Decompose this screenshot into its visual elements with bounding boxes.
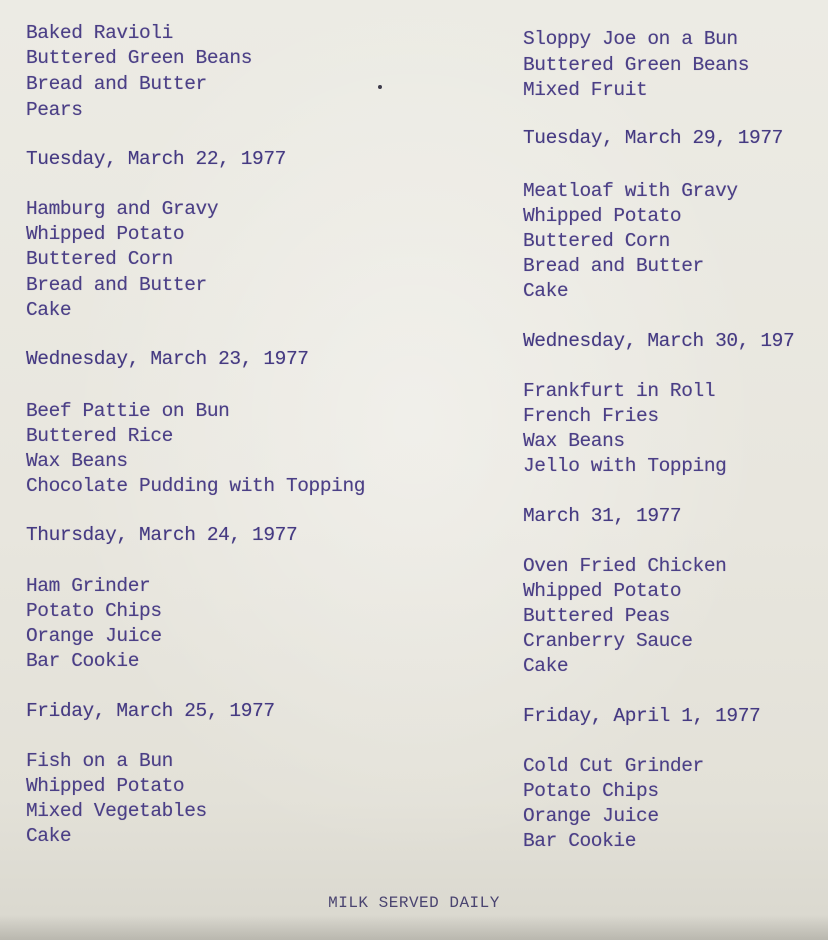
- menu-item: Whipped Potato: [26, 223, 185, 245]
- paper-speck: [378, 85, 382, 89]
- menu-item: Whipped Potato: [523, 580, 682, 602]
- menu-item: Buttered Peas: [523, 605, 670, 627]
- menu-item: Potato Chips: [26, 600, 162, 622]
- menu-item: Buttered Green Beans: [26, 47, 253, 69]
- menu-item: Whipped Potato: [523, 205, 682, 227]
- menu-item: Mixed Fruit: [523, 79, 648, 101]
- footer-note: MILK SERVED DAILY: [328, 894, 500, 912]
- day-heading: Tuesday, March 22, 1977: [26, 148, 286, 170]
- menu-item: Fish on a Bun: [26, 750, 173, 772]
- day-heading: Tuesday, March 29, 1977: [523, 127, 783, 149]
- menu-item: Bar Cookie: [26, 650, 140, 672]
- menu-item: Mixed Vegetables: [26, 800, 207, 822]
- menu-item: Cake: [523, 280, 569, 302]
- menu-item: Ham Grinder: [26, 575, 151, 597]
- day-heading: Friday, April 1, 1977: [523, 705, 761, 727]
- menu-item: Cake: [523, 655, 569, 677]
- menu-item: Whipped Potato: [26, 775, 185, 797]
- menu-item: Cake: [26, 299, 72, 321]
- paper-edge-shadow: [0, 915, 828, 940]
- menu-item: Cold Cut Grinder: [523, 755, 704, 777]
- menu-item: Bread and Butter: [523, 255, 704, 277]
- menu-item: Cranberry Sauce: [523, 630, 693, 652]
- menu-item: Meatloaf with Gravy: [523, 180, 738, 202]
- menu-item: Bread and Butter: [26, 73, 207, 95]
- menu-item: Hamburg and Gravy: [26, 198, 219, 220]
- menu-item: Bread and Butter: [26, 274, 207, 296]
- menu-item: Sloppy Joe on a Bun: [523, 28, 738, 50]
- menu-item: Frankfurt in Roll: [523, 380, 716, 402]
- day-heading: Wednesday, March 30, 197: [523, 330, 795, 352]
- menu-item: Wax Beans: [523, 430, 625, 452]
- menu-item: Buttered Corn: [26, 248, 173, 270]
- menu-item: Pears: [26, 99, 83, 121]
- menu-item: Oven Fried Chicken: [523, 555, 727, 577]
- menu-item: Buttered Rice: [26, 425, 173, 447]
- menu-item: Jello with Topping: [523, 455, 727, 477]
- menu-item: Buttered Corn: [523, 230, 670, 252]
- day-heading: Wednesday, March 23, 1977: [26, 348, 309, 370]
- menu-item: Buttered Green Beans: [523, 54, 750, 76]
- menu-item: French Fries: [523, 405, 659, 427]
- menu-item: Baked Ravioli: [26, 22, 173, 44]
- menu-item: Beef Pattie on Bun: [26, 400, 230, 422]
- menu-item: Orange Juice: [26, 625, 162, 647]
- day-heading: March 31, 1977: [523, 505, 682, 527]
- menu-item: Cake: [26, 825, 72, 847]
- menu-item: Orange Juice: [523, 805, 659, 827]
- menu-item: Chocolate Pudding with Topping: [26, 475, 366, 497]
- day-heading: Thursday, March 24, 1977: [26, 524, 298, 546]
- menu-item: Wax Beans: [26, 450, 128, 472]
- menu-item: Bar Cookie: [523, 830, 637, 852]
- day-heading: Friday, March 25, 1977: [26, 700, 275, 722]
- menu-item: Potato Chips: [523, 780, 659, 802]
